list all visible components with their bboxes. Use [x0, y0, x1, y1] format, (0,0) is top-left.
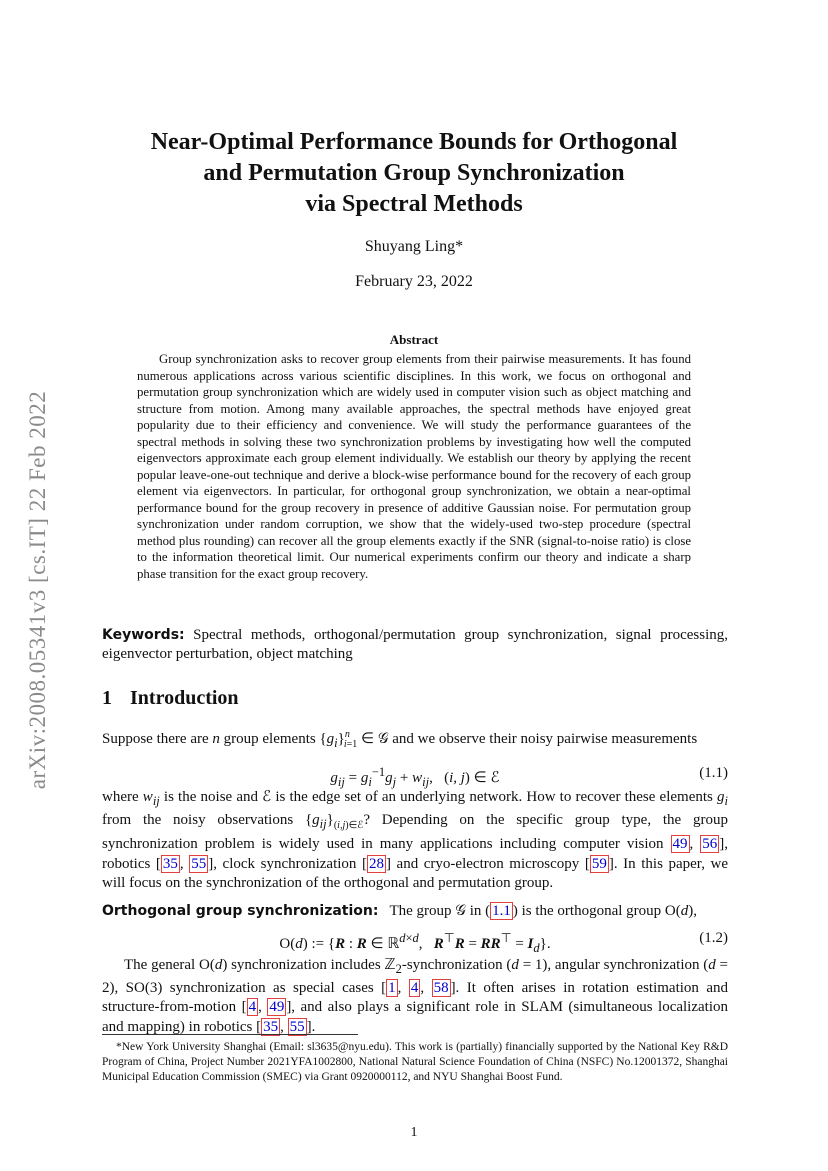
keywords [102, 626, 728, 664]
citation-link[interactable]: 1 [388, 980, 396, 997]
intro-paragraph-2: where $w_{ij}$ is the noise and ℰ is the edge set of an underlying network. How to recover these elements $g_i$ from the noisy observations $\{g_{ij}\}_{(i,j)\in ℰ}$? Depending on the specific group type, the group synchronization problem is widely used in many applications including computer vision 49 , 56 ], robotics [ 35 , 55 ], clock synchronization [ 28 ] and cryo-electron microscopy [ 59 ]. In this paper, we will focus on the synchronization of the orthogonal and permutation group. [102, 789, 729, 891]
author: Shuyang Ling* [364, 238, 464, 255]
abstract-text: Group synchronization asks to recover group elements from their pairwise measurements. It has found numerous applications across various scientific disciplines. In this work, we focus on orthogonal and permutation group synchronization which are widely used in computer vision such as object matching and structure from motion. Among many available approaches, the spectral methods have enjoyed great popularity due to their efficiency and convenience. We will study the performance guarantees of the spectral methods in solving these two synchronization problems by investigating how well the computed eigenvectors approximate each group element individually. We establish our theory by applying the recent popular leave-one-out technique and derive a block-wise performance bound for the recovery of each group element via eigenvectors. In particular, for orthogonal group synchronization, we obtain a near-optimal performance bound for the group recovery in presence of additive Gaussian noise. For permutation group synchronization under random corruption, we show that the widely-used two-step procedure (spectral method plus rounding) can recover all the group elements exactly if the SNR (signal-to-noise ratio) is close to the information theoretical limit. Our numerical experiments confirm our theory and indicate a sharp phase transition for the exact group recovery. [137, 352, 691, 581]
orthogonal-paragraph-2: The general O(d) synchronization includes ℤ$_2$-synchronization (d = 1), angular synchronization (d = 2), SO(3) synchronization as special cases [ 1 , 4 , 58 ]. It often arises in rotation estimation and structure-from-motion [ 4 , 49 ], and also plays a significant role in SLAM (simultaneous localization and mapping) in robotics [ 35 , 55 ]. [102, 957, 729, 1035]
abstract [137, 332, 691, 582]
citation-link[interactable]: 55 [191, 855, 207, 872]
arxiv-stamp-text: arXiv:2008.05341v3 [cs.IT] 22 Feb 2022 [25, 390, 50, 790]
citation-link[interactable]: 58 [433, 980, 449, 997]
citation-link[interactable]: 59 [591, 855, 607, 872]
citation-link[interactable]: 4 [248, 999, 257, 1016]
paragraph-heading: Orthogonal group synchronization: [102, 903, 379, 919]
section-number: 1 [102, 687, 112, 709]
footnote-rule [102, 1034, 358, 1035]
title-line: Near-Optimal Performance Bounds for Orthogonal [150, 129, 678, 155]
citation-link[interactable]: 35 [263, 1018, 279, 1035]
citation-link[interactable]: 28 [368, 855, 384, 872]
keywords-text: Spectral methods, orthogonal/permutation group synchronization, signal processing, eigenvector perturbation, object matching [102, 627, 728, 662]
citation-link[interactable]: 56 [702, 836, 718, 853]
page-number: 1 [410, 1125, 418, 1140]
section-heading [102, 687, 239, 710]
equation-ref-link[interactable]: 1.1 [492, 903, 511, 919]
paper-title [100, 127, 728, 220]
orthogonal-paragraph: Orthogonal group synchronization: The group 𝒢 in ( 1.1 ) is the orthogonal group O(d), [102, 903, 697, 919]
footnote: *New York University Shanghai (Email: sl3635@nyu.edu). This work is (partially) financially supported by the National Key R&D Program of China, Project Number 2021YFA1002800, National Natural Science Foundation of China (NSFC) No.12001372, Shanghai Municipal Education Commission (SMEC) via Grant 0920000112, and NYU Shanghai Boost Fund. [102, 1041, 728, 1084]
title-line: and Permutation Group Synchronization [203, 160, 625, 186]
citation-link[interactable]: 35 [162, 855, 178, 872]
citation-link[interactable]: 49 [269, 999, 285, 1016]
section-title: Introduction [130, 687, 239, 709]
keywords-label: Keywords: [102, 627, 185, 643]
intro-paragraph-1: Suppose there are n group elements $\{g_i\}^n_{i=1}$ ∈ 𝒢 and we observe their noisy pairwise measurements [102, 729, 698, 750]
abstract-heading: Abstract [389, 332, 439, 347]
arxiv-stamp [8, 330, 68, 850]
equation-1-2-label: (1.2) [699, 930, 728, 946]
title-line: via Spectral Methods [305, 191, 523, 217]
citation-link[interactable]: 49 [672, 836, 688, 853]
date: February 23, 2022 [355, 273, 473, 290]
equation-1-1-label: (1.1) [699, 765, 728, 781]
citation-link[interactable]: 4 [410, 980, 419, 997]
citation-link[interactable]: 55 [289, 1018, 305, 1035]
